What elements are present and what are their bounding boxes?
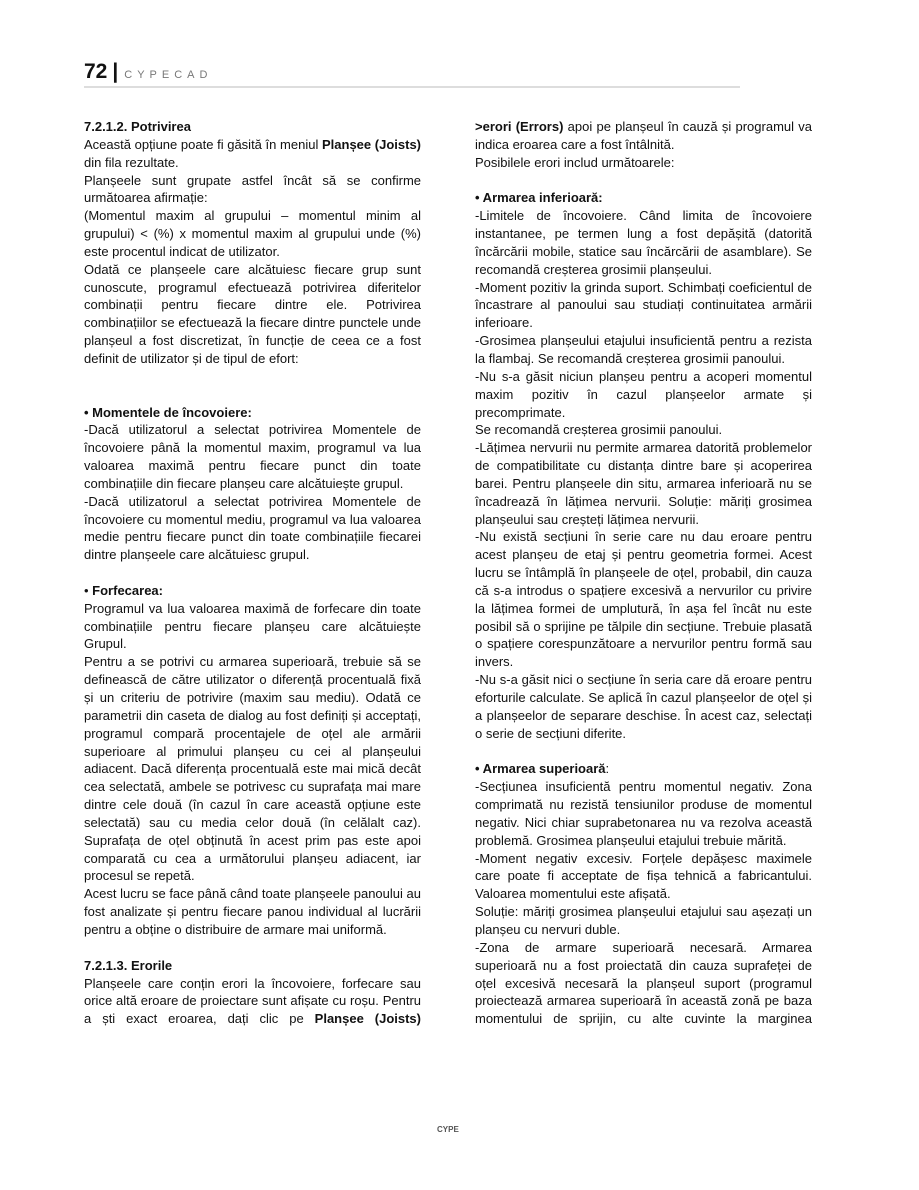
header-divider	[84, 86, 740, 88]
text-run: Planșeele sunt grupate astfel încât să se confirme următoarea afirmație:	[84, 172, 421, 206]
bold-text: • Armarea inferioară:	[475, 190, 603, 206]
text-run: -Limitele de încovoiere. Când limita de încovoiere instantanee, pe termen lung a fost depășită (datorită încărcării mobile, statice sau încărcării de asamblare). Se recomandă creșterea grosimii planșeului.	[475, 208, 812, 277]
paragraph	[475, 421, 812, 439]
left-column	[84, 118, 421, 1028]
paragraph-spacer	[84, 939, 421, 957]
page-header	[84, 60, 212, 84]
paragraph	[84, 136, 421, 172]
text-run: -Dacă utilizatorul a selectat potrivirea Momentele de încovoiere cu momentul mediu, programul va lua valoarea medie pentru fiecare punct din toate combinațiile fiecarei dintre planșeele care alcătuiesc grupul.	[84, 493, 421, 563]
bold-text: >erori (Errors)	[475, 119, 564, 134]
paragraph	[475, 368, 812, 422]
paragraph	[84, 118, 421, 136]
text-run: -Zona de armare superioară necesară. Armarea superioară nu a fost proiectată din cauza suprafeței de oțel excesivă necesară la planșeul suport (programul proiectează armarea superioară în această zonă pe baza momentului de sprijin, cu alte cuvinte la marginea	[475, 939, 812, 1027]
text-run: (Momentul maxim al grupului – momentul minim al grupului) < (%) x momentul maxim al grupului unde (%) este procentul indicat de utilizator.	[84, 208, 421, 259]
paragraph	[475, 671, 812, 742]
paragraph	[475, 528, 812, 671]
paragraph	[84, 885, 421, 939]
text-run: Programul va lua valoarea maximă de forfecare din toate combinațiile pentru fiecare planșeu care alcătuiește Grupul.	[84, 600, 421, 652]
paragraph-spacer	[475, 172, 812, 190]
paragraph	[475, 439, 812, 528]
paragraph	[84, 957, 421, 975]
text-run: Odată ce planșeele care alcătuiesc fiecare grup sunt cunoscute, programul efectuează potrivirea diferitelor combinații pentru fiecare dintre ele. Potrivirea combinațiilor se efectuează la fiecare dintre punctele unde planșeul a fost discretizat, în funcție de ceea ce a fost definit de utilizator și de tipul de efort:	[84, 261, 421, 366]
brand-name: CYPECAD	[124, 69, 213, 81]
text-run: Pentru a se potrivi cu armarea superioară, trebuie să se definească de către utilizator o diferență procentuală fixă și un criteriu de potrivire (maxim sau mediu). Odată ce parametrii din caseta de dialog au fost definiți și acceptați, programul compară procentajele de oțel ale armării superioare al primului planșeu cu cei al planșeului adiacent. Dacă diferența procentuală este mai mică decât cea selectată, ambele se potrivesc cu suprafața mai mare dintre cele două (în cazul în care această opțiune este selectată) sau cu media celor două (în celălalt caz). Suprafața de oțel obținută în acest prim pas este apoi comparată cu cea a următorului planșeu adiacent, iar procesul se repetă.	[84, 654, 421, 884]
bold-text: Forfecarea:	[92, 582, 163, 598]
paragraph	[475, 778, 812, 849]
paragraph-spacer	[84, 368, 421, 404]
text-run: -Nu s-a găsit nici o secțiune în seria care dă eroare pentru eforturile calculate. Se aplică în cazul planșeelor de oțel și a planșeelor de separare deschise. În acest caz, selectați o serie de secțiuni diferite.	[475, 672, 812, 741]
page-number: 72	[84, 60, 108, 83]
paragraph-spacer	[84, 564, 421, 582]
text-run: :	[605, 761, 610, 777]
right-column	[475, 118, 812, 1028]
text-run: -Dacă utilizatorul a selectat potrivirea Momentele de încovoiere până la momentul maxim, programul va lua valoarea maximă pentru fiecare punct din toate combinațiile din fiecare planșeu care alcătuiește grupul.	[84, 422, 421, 491]
paragraph	[84, 421, 421, 492]
paragraph	[475, 118, 812, 154]
text-run: -Moment negativ excesiv. Forțele depășesc maximele care poate fi acceptate de fișa tehnică a fabricantului. Valoarea momentului este afișată.	[475, 850, 812, 902]
paragraph	[475, 760, 812, 778]
paragraph	[475, 332, 812, 368]
paragraph	[84, 261, 421, 368]
paragraph	[84, 582, 421, 600]
bold-text: 7.2.1.3. Erorile	[84, 957, 173, 973]
text-run: -Grosimea planșeului etajului insuficientă pentru a rezista la flambaj. Se recomandă creșterea grosimii panoului.	[475, 333, 812, 366]
paragraph-spacer	[475, 743, 812, 761]
paragraph	[84, 975, 421, 1029]
text-run: Posibilele erori includ următoarele:	[475, 154, 675, 170]
text-run: Se recomandă creșterea grosimii panoului.	[475, 422, 723, 438]
text-run: Acest lucru se face până când toate planșeele panoului au fost analizate și pentru fiecare panou individual al lucrării pentru a obține o distribuire de armare mai uniformă.	[84, 886, 421, 937]
text-run: -Nu există secțiuni în serie care nu dau eroare pentru acest planșeu de etaj și pentru geometria formei. Acest lucru se întâmplă în planșeele de oțel, probabil, din cauza că s-a introdus o spațiere excesivă a nervurilor cu privire la lățimea formei de umplutură, în așa fel încât nu este posibil să o sprijine pe tălpile din secțiune. Trebuie plasată o spațiere corespunzătoare a nervurilor pentru formă sau invers.	[475, 529, 812, 670]
paragraph	[475, 939, 812, 1028]
text-run: Planșeele care conțin erori la încovoiere, forfecare sau orice altă eroare de proiectare sunt afișate cu roșu. Pentru a ști exact eroarea, dați clic pe	[84, 975, 421, 1027]
text-run: •	[84, 582, 93, 598]
paragraph	[475, 279, 812, 333]
paragraph	[84, 653, 421, 885]
bold-text: Planșee (Joists)	[314, 1011, 421, 1027]
bold-text: • Armarea superioară	[475, 761, 606, 777]
text-run: apoi pe planșeul în cauză și programul va indica eroarea care a fost întâlnită.	[475, 119, 812, 152]
text-run: -Secțiunea insuficientă pentru momentul negativ. Zona comprimată nu rezistă tensiunilor produse de momentul negativ. Nici chiar suprabetonarea nu va rezolva această problemă. Grosimea planșeului etajului trebuie mărită.	[475, 779, 812, 848]
bold-text: Planșee (Joists)	[321, 136, 421, 152]
paragraph	[475, 903, 812, 939]
bold-text: • Momentele de încovoiere:	[84, 404, 252, 420]
paragraph	[475, 189, 812, 207]
paragraph	[84, 404, 421, 422]
paragraph	[84, 600, 421, 654]
text-run: din fila rezultate.	[84, 154, 179, 170]
paragraph	[84, 493, 421, 564]
text-run: -Lățimea nervurii nu permite armarea datorită problemelor de compatibilitate cu distanța dintre bare și acoperirea barei. Pentru planșeele din situ, armarea inferioară nu se încadrează în lățimea nervurii. Soluție: măriți grosimea planșeului sau creșteți lățimea nervurii.	[475, 440, 812, 527]
text-run: Soluție: măriți grosimea planșeului etajului sau așezați un planșeu cu nervuri duble.	[475, 904, 812, 937]
paragraph	[475, 207, 812, 278]
paragraph	[475, 850, 812, 904]
paragraph	[475, 154, 812, 172]
text-run: -Moment pozitiv la grinda suport. Schimbați coeficientul de încastrare al panoului sau studiați continuitatea armării inferioare.	[475, 279, 812, 331]
text-run: Această opțiune poate fi găsită în meniul	[84, 136, 322, 152]
text-run: -Nu s-a găsit niciun planșeu pentru a acoperi momentul maxim pozitiv în cazul planșeelor armate și precomprimate.	[475, 368, 812, 420]
paragraph	[84, 172, 421, 208]
bold-text: 7.2.1.2. Potrivirea	[84, 119, 191, 134]
paragraph	[84, 207, 421, 261]
page-footer: CYPE	[437, 1125, 459, 1134]
header-separator: |	[112, 60, 119, 83]
